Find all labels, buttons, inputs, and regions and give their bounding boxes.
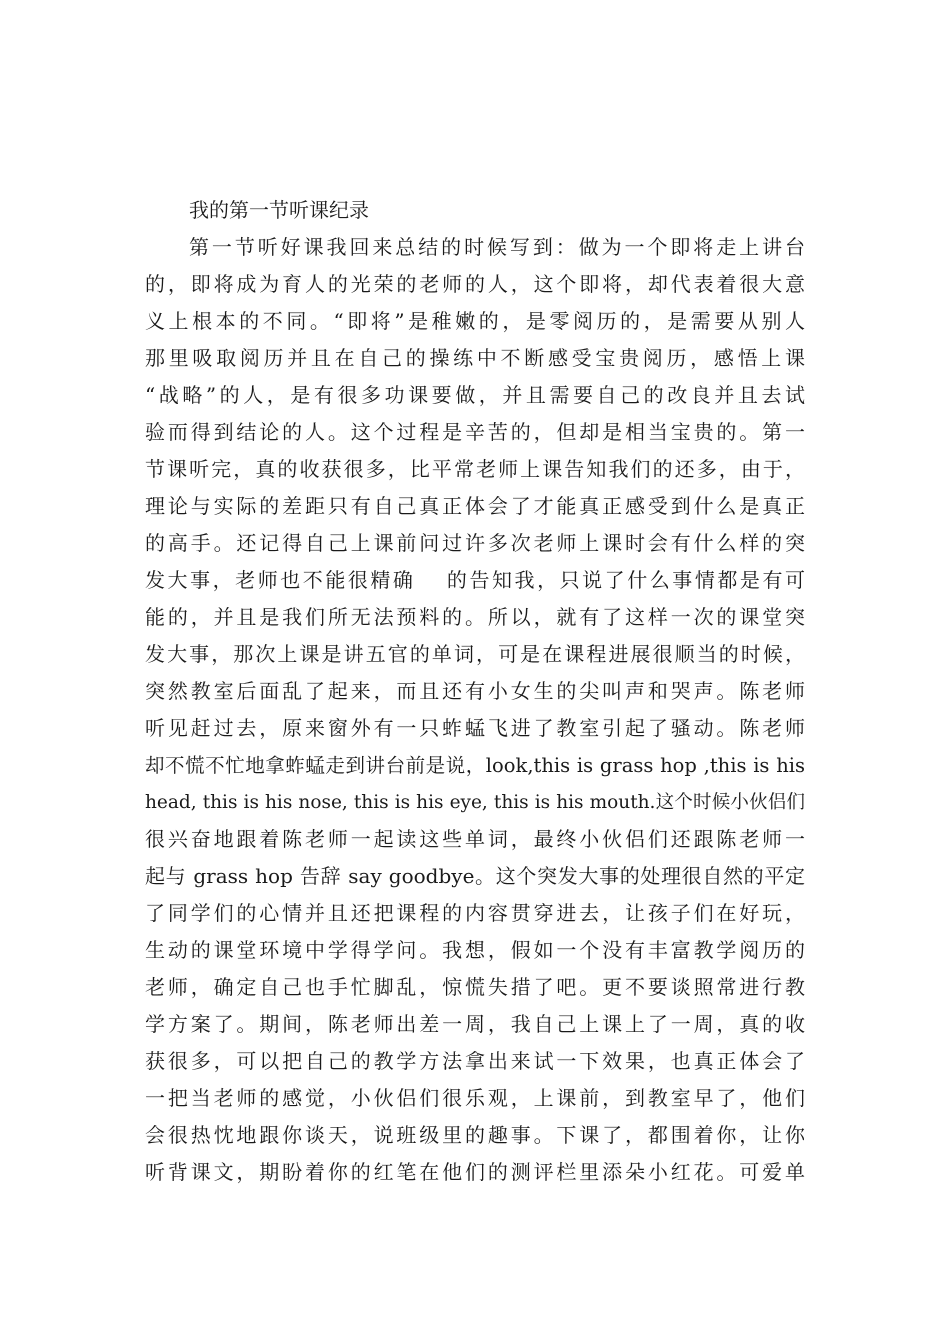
paragraph-line: 获很多，可以把自己的教学方法拿出来试一下效果，也真正体会了 bbox=[145, 1049, 805, 1073]
document-title: 我的第一节听课纪录 bbox=[189, 198, 369, 222]
document-body bbox=[145, 192, 805, 1191]
paragraph-line: 老师，确定自己也手忙脚乱，惊慌失措了吧。更不要谈照常进行教 bbox=[145, 975, 805, 999]
paragraph-line: 生动的课堂环境中学得学问。我想，假如一个没有丰富教学阅历的 bbox=[145, 938, 805, 962]
paragraph-line: 很兴奋地跟着陈老师一起读这些单词，最终小伙侣们还跟陈老师一 bbox=[145, 827, 805, 851]
paragraph-line: 学方案了。期间，陈老师出差一周，我自己上课上了一周，真的收 bbox=[145, 1012, 805, 1036]
paragraph-line: 第一节听好课我回来总结的时候写到：做为一个即将走上讲台 bbox=[189, 235, 805, 259]
paragraph-line: 义上根本的不同。“即将”是稚嫩的，是零阅历的，是需要从别人 bbox=[145, 309, 805, 333]
paragraph-line: 发大事，老师也不能很精确 的告知我，只说了什么事情都是有可 bbox=[145, 568, 805, 592]
paragraph-line: 起与 grass hop 告辞 say goodbye。这个突发大事的处理很自然的平定 bbox=[145, 864, 805, 888]
paragraph-line: 听背课文，期盼着你的红笔在他们的测评栏里添朵小红花。可爱单 bbox=[145, 1160, 805, 1184]
paragraph-line: 理论与实际的差距只有自己真正体会了才能真正感受到什么是真正 bbox=[145, 494, 805, 518]
paragraph-line: 会很热忱地跟你谈天，说班级里的趣事。下课了，都围着你，让你 bbox=[145, 1123, 805, 1147]
paragraph-line: 那里吸取阅历并且在自己的操练中不断感受宝贵阅历，感悟上课 bbox=[145, 346, 805, 370]
paragraph-line: 的高手。还记得自己上课前问过许多次老师上课时会有什么样的突 bbox=[145, 531, 805, 555]
paragraph-line: 了同学们的心情并且还把课程的内容贯穿进去，让孩子们在好玩， bbox=[145, 901, 805, 925]
paragraph-line: 听见赶过去，原来窗外有一只蚱蜢飞进了教室引起了骚动。陈老师 bbox=[145, 716, 805, 740]
paragraph-line: 节课听完，真的收获很多，比平常老师上课告知我们的还多，由于， bbox=[145, 457, 805, 481]
paragraph-line: 的，即将成为育人的光荣的老师的人，这个即将，却代表着很大意 bbox=[145, 272, 805, 296]
paragraph-line: 发大事，那次上课是讲五官的单词，可是在课程进展很顺当的时候， bbox=[145, 642, 805, 666]
paragraph-line: head, this is his nose, this is his eye, this is his mouth.这个时候小伙侣们 bbox=[145, 792, 805, 813]
paragraph-line: 能的，并且是我们所无法预料的。所以，就有了这样一次的课堂突 bbox=[145, 605, 805, 629]
paragraph-line: 却不慌不忙地拿蚱蜢走到讲台前是说，look,this is grass hop ,this is his bbox=[145, 754, 805, 777]
paragraph-line: 一把当老师的感觉，小伙侣们很乐观，上课前，到教室早了，他们 bbox=[145, 1086, 805, 1110]
paragraph-line: “战略”的人，是有很多功课要做，并且需要自己的改良并且去试 bbox=[145, 383, 805, 407]
paragraph-line: 验而得到结论的人。这个过程是辛苦的，但却是相当宝贵的。第一 bbox=[145, 420, 805, 444]
paragraph-line: 突然教室后面乱了起来，而且还有小女生的尖叫声和哭声。陈老师 bbox=[145, 679, 805, 703]
